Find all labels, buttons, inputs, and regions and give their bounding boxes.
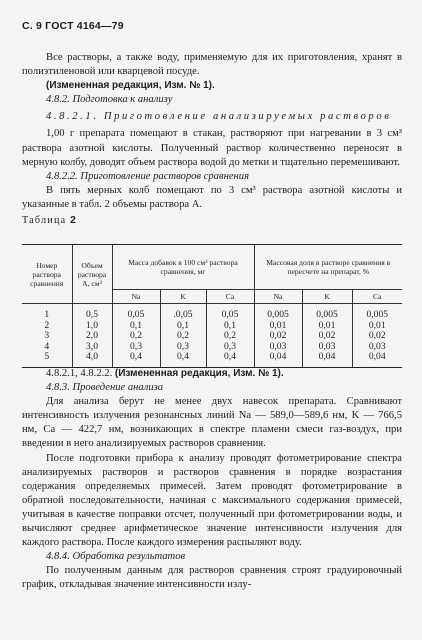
subheader-ca-fraction: Ca bbox=[352, 290, 402, 304]
table-cell: 4 bbox=[22, 342, 72, 353]
table-cell: 0,03 bbox=[302, 342, 352, 353]
table-row bbox=[22, 321, 402, 332]
edition-note: (Измененная редакция, Изм. № 1). bbox=[46, 80, 215, 92]
paragraph-storage: Все растворы, а также воду, применяемую для их приготовления, хранят в полиэтиленовой или кварцевой посуде. bbox=[22, 52, 402, 78]
table-caption-word: Таблица bbox=[22, 215, 67, 227]
table-caption bbox=[22, 214, 402, 228]
table-cell: 0,2 bbox=[160, 331, 206, 342]
header-volume: Объем раствора А, см³ bbox=[72, 245, 112, 304]
table-cell: 3,0 bbox=[72, 342, 112, 353]
edition-note-2 bbox=[22, 367, 402, 381]
table-cell: 0,1 bbox=[160, 321, 206, 332]
page-header: С. 9 ГОСТ 4164—79 bbox=[22, 20, 124, 32]
table-cell: 0,04 bbox=[254, 352, 302, 367]
table-cell: 0,02 bbox=[254, 331, 302, 342]
paragraph-analysis: Для анализа берут не менее двух навесок препарата. Сравнивают интенсивность излучения резонансных линий Na — 589,0—589,6 нм, K — 766,5 нм, Ca — 422,7 нм, возникающих в спектре пламени смеси газ-воздух, при введении в него анализируемых растворов сравнения. bbox=[22, 396, 402, 450]
table-cell: 0,4 bbox=[206, 352, 254, 367]
edition-ref: 4.8.2.1, 4.8.2.2. bbox=[46, 368, 113, 379]
subheader-k-mass: K bbox=[160, 290, 206, 304]
section-4-8-2-1-heading: 4.8.2.1. Приготовление анализируемых растворов bbox=[46, 111, 392, 123]
table-cell: 0,2 bbox=[206, 331, 254, 342]
table-cell: 0,03 bbox=[352, 342, 402, 353]
edition-text: (Измененная редакция, Изм. № 1). bbox=[114, 368, 284, 379]
table-cell: 1 bbox=[22, 304, 72, 321]
table-cell: 0,04 bbox=[352, 352, 402, 367]
section-4-8-4-heading: 4.8.4. Обработка результатов bbox=[46, 551, 186, 563]
header-mass: Масса добавок в 100 см³ раствора сравнения, мг bbox=[112, 245, 254, 290]
table-cell: 0,3 bbox=[112, 342, 160, 353]
table-cell: 3 bbox=[22, 331, 72, 342]
table-cell: 0,2 bbox=[112, 331, 160, 342]
reference-solutions-table bbox=[22, 244, 402, 368]
table-caption-number: 2 bbox=[70, 215, 77, 227]
table-cell: 0,4 bbox=[160, 352, 206, 367]
subheader-na-mass: Na bbox=[112, 290, 160, 304]
section-4-8-3-heading: 4.8.3. Проведение анализа bbox=[46, 382, 164, 394]
subheader-na-fraction: Na bbox=[254, 290, 302, 304]
table-cell: 5 bbox=[22, 352, 72, 367]
table-cell: 0,005 bbox=[302, 304, 352, 321]
table-cell: 0,005 bbox=[352, 304, 402, 321]
paragraph-reference-prep: В пять мерных колб помещают по 3 см³ раствора азотной кислоты и указанные в табл. 2 объемы раствора А. bbox=[22, 184, 402, 210]
header-fraction: Массовая доля в растворе сравнения в пересчете на препарат, % bbox=[254, 245, 402, 290]
table-cell: 0,005 bbox=[254, 304, 302, 321]
table-cell: 2,0 bbox=[72, 331, 112, 342]
table-cell: 0,3 bbox=[206, 342, 254, 353]
table-cell: 0,02 bbox=[302, 331, 352, 342]
table-row bbox=[22, 352, 402, 367]
table-cell: .0,05 bbox=[160, 304, 206, 321]
table-cell: 0,05 bbox=[112, 304, 160, 321]
table-cell: 0,1 bbox=[206, 321, 254, 332]
table-cell: 0,01 bbox=[302, 321, 352, 332]
table-cell: 0,01 bbox=[352, 321, 402, 332]
section-4-8-2-2-heading: 4.8.2.2. Приготовление растворов сравнения bbox=[46, 170, 250, 182]
table-cell: 0,03 bbox=[254, 342, 302, 353]
paragraph-calibration: По полученным данным для растворов сравнения строят градуировочный график, откладывая значение интенсивности излу- bbox=[22, 565, 402, 591]
section-4-8-2-heading: 4.8.2. Подготовка к анализу bbox=[46, 94, 173, 106]
table-cell: 0,5 bbox=[72, 304, 112, 321]
table-cell: 2 bbox=[22, 321, 72, 332]
paragraph-photometry: После подготовки прибора к анализу проводят фотометрирование спектра анализируемых растворов и растворов сравнения в порядке возрастания содержания определяемых примесей. Затем проводят фотометрирование в обратной последовательности, начиная с максимального содержания примесей, учитывая в качестве поправки отсчет, полученный при фотометрировании воды, и вычисляют среднее арифметическое значение интенсивности излучения для каждого раствора. После каждого измерения распыляют воду. bbox=[22, 452, 402, 549]
table-row bbox=[22, 342, 402, 353]
table-cell: 0,04 bbox=[302, 352, 352, 367]
table-row bbox=[22, 304, 402, 321]
table-row bbox=[22, 331, 402, 342]
table-cell: 0,4 bbox=[112, 352, 160, 367]
subheader-ca-mass: Ca bbox=[206, 290, 254, 304]
text-block-top bbox=[22, 51, 402, 228]
table-cell: 1,0 bbox=[72, 321, 112, 332]
text-block-bottom bbox=[22, 367, 402, 593]
subheader-k-fraction: K bbox=[302, 290, 352, 304]
table-cell: 0,05 bbox=[206, 304, 254, 321]
header-number: Номер раствора сравнения bbox=[22, 245, 72, 304]
table-cell: 0,02 bbox=[352, 331, 402, 342]
paragraph-sample-prep: 1,00 г препарата помещают в стакан, растворяют при нагревании в 3 см³ раствора азотной кислоты. Полученный раствор количественно переносят в мерную колбу, доводят объем раствора водой до метки и тщательно перемешивают. bbox=[22, 128, 402, 168]
table-cell: 0,1 bbox=[112, 321, 160, 332]
table-cell: 4,0 bbox=[72, 352, 112, 367]
table-cell: 0,3 bbox=[160, 342, 206, 353]
table-cell: 0,01 bbox=[254, 321, 302, 332]
